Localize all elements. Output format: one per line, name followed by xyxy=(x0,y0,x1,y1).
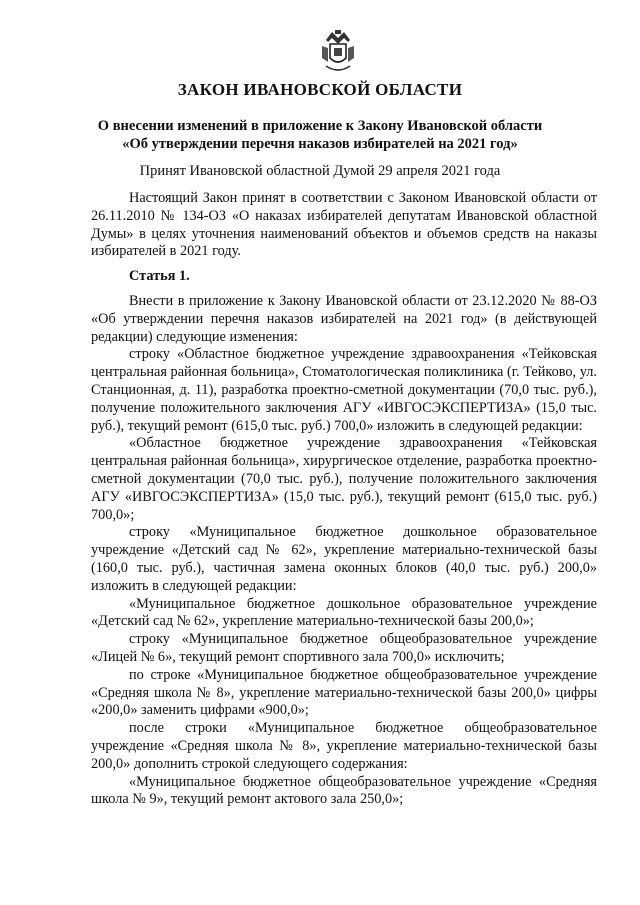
article-paragraph: строку «Муниципальное бюджетное дошкольное образовательное учреждение «Детский сад № 62», укрепление материально-технической базы (160,0 тыс. руб.), частичная замена оконных блоков (40,0 тыс. руб.) 200,0» изложить в следующей редакции: xyxy=(91,524,597,594)
law-subtitle xyxy=(60,117,580,153)
subtitle-line-1: О внесении изменений в приложение к Закону Ивановской области xyxy=(97,118,543,134)
coat-of-arms-icon xyxy=(318,28,358,74)
adoption-line: Принят Ивановской областной Думой 29 апреля 2021 года xyxy=(139,163,501,179)
law-body xyxy=(91,190,597,809)
article-paragraph: строку «Муниципальное бюджетное общеобразовательное учреждение «Лицей № 6», текущий ремонт спортивного зала 700,0» исключить; xyxy=(91,631,597,665)
article-paragraph: по строке «Муниципальное бюджетное общеобразовательное учреждение «Средняя школа № 8», укрепление материально-технической базы 200,0» цифры «200,0» заменить цифрами «900,0»; xyxy=(91,666,597,719)
article-paragraph: «Муниципальное бюджетное дошкольное образовательное учреждение «Детский сад № 62», укрепление материально-технической базы 200,0»; xyxy=(91,595,597,630)
article-paragraph: после строки «Муниципальное бюджетное общеобразовательное учреждение «Средняя школа № 8», укрепление материально-технической базы 200,0» дополнить строкой следующего содержания: xyxy=(91,720,597,772)
subtitle-line-2: «Об утверждении перечня наказов избирателей на 2021 год» xyxy=(122,136,518,152)
law-title: ЗАКОН ИВАНОВСКОЙ ОБЛАСТИ xyxy=(177,80,463,99)
article-paragraph: «Областное бюджетное учреждение здравоохранения «Тейковская центральная районная больница», хирургическое отделение, разработка проектно-сметной документации (70,0 тыс. руб.), получение положительного заключения АГУ «ИВГОСЭКСПЕРТИЗА» (15,0 тыс. руб.), текущий ремонт (615,0 тыс. руб.) 700,0»; xyxy=(91,435,597,523)
article-paragraph: строку «Областное бюджетное учреждение здравоохранения «Тейковская центральная районная больница», Стоматологическая поликлиника (г. Тейково, ул. Станционная, д. 11), разработка проектно-сметной документации (70,0 тыс. руб.), получение положительного заключения АГУ «ИВГОСЭКСПЕРТИЗА» (15,0 тыс. руб.), текущий ремонт (615,0 тыс. руб.) 700,0» изложить в следующей редакции: xyxy=(91,346,597,434)
article-paragraph: Внести в приложение к Закону Ивановской области от 23.12.2020 № 88-ОЗ «Об утверждении перечня наказов избирателей на 2021 год» (в действующей редакции) следующие изменения: xyxy=(91,292,597,345)
article-paragraph: «Муниципальное бюджетное общеобразовательное учреждение «Средняя школа № 9», текущий ремонт актового зала 250,0»; xyxy=(91,773,597,808)
preamble-paragraph: Настоящий Закон принят в соответствии с Законом Ивановской области от 26.11.2010 № 134-ОЗ «О наказах избирателей депутатам Ивановской областной Думы» в целях уточнения наименований объектов и объемов средств на наказы избирателей в 2021 году. xyxy=(91,190,597,260)
article-heading: Статья 1. xyxy=(129,268,190,285)
